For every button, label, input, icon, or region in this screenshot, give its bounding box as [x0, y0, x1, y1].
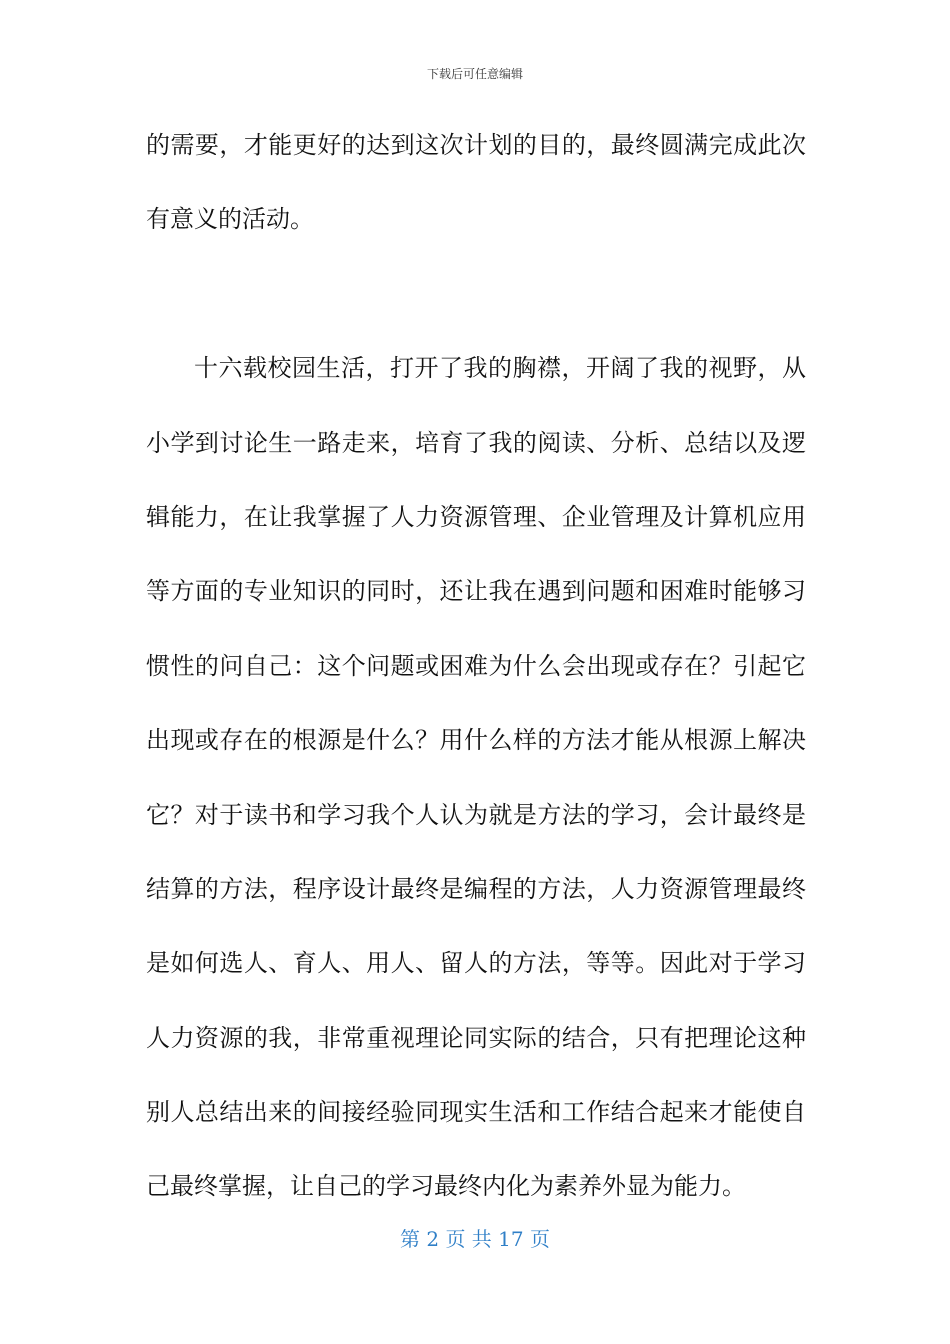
- text-line: 它？对于读书和学习我个人认为就是方法的学习，会计最终是: [146, 800, 806, 829]
- text-line: 的需要，才能更好的达到这次计划的目的，最终圆满完成此次: [146, 131, 806, 159]
- text-line: 别人总结出来的间接经验同现实生活和工作结合起来才能使自: [146, 1098, 806, 1127]
- document-body: [146, 120, 806, 1236]
- paragraph-gap: [146, 269, 806, 343]
- text-line: 惯性的问自己：这个问题或困难为什么会出现或存在？引起它: [146, 651, 806, 680]
- text-line: 人力资源的我，非常重视理论同实际的结合，只有把理论这种: [146, 1023, 806, 1052]
- page-header: 下载后可任意编辑: [426, 67, 523, 81]
- text-line: 有意义的活动。: [146, 205, 314, 234]
- text-line: 己最终掌握，让自己的学习最终内化为素养外显为能力。: [146, 1172, 746, 1201]
- text-line: 是如何选人、育人、用人、留人的方法，等等。因此对于学习: [146, 949, 806, 978]
- page-number: 第 2 页 共 17 页: [400, 1227, 550, 1251]
- text-line: 等方面的专业知识的同时，还让我在遇到问题和困难时能够习: [146, 577, 806, 606]
- text-line: 出现或存在的根源是什么？用什么样的方法才能从根源上解决: [146, 726, 806, 755]
- text-line: 小学到讨论生一路走来，培育了我的阅读、分析、总结以及逻: [146, 428, 806, 457]
- text-line: 辑能力，在让我掌握了人力资源管理、企业管理及计算机应用: [146, 502, 806, 531]
- text-line: 结算的方法，程序设计最终是编程的方法，人力资源管理最终: [146, 874, 806, 903]
- text-line: 十六载校园生活，打开了我的胸襟，开阔了我的视野，从: [194, 354, 806, 383]
